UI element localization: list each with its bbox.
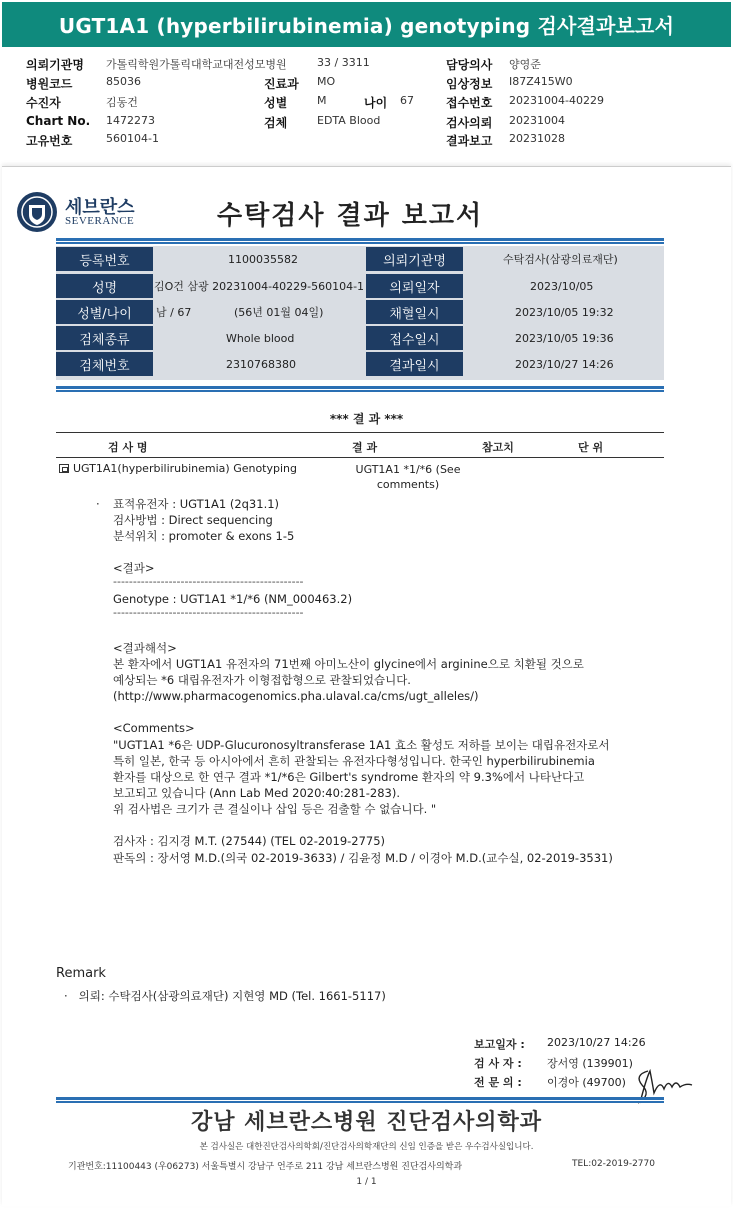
remark-title: Remark: [56, 966, 106, 981]
genotype: Genotype : UGT1A1 *1/*6 (NM_000463.2): [113, 592, 353, 606]
report-date-value: 2023/10/27 14:26: [547, 1036, 646, 1049]
interp-title: <결과해석>: [113, 641, 177, 655]
req-date-label: 의뢰일자: [366, 274, 463, 298]
col-result-header: 결 과: [352, 441, 378, 454]
req-org-label: 의뢰기관명: [26, 58, 84, 72]
report-date-value: 20231028: [509, 132, 565, 145]
sex-value: M: [317, 94, 327, 107]
type-value: Whole blood: [226, 331, 295, 345]
comment-line: 환자를 대상으로 한 연구 결과 *1/*6은 Gilbert's syndrome 환자의 약 9.3%에서 나타난다고: [113, 770, 585, 784]
recv-value: 2023/10/05 19:36: [515, 331, 614, 345]
table-row: [56, 247, 664, 273]
doctor-label: 담당의사: [446, 58, 493, 72]
uid-value: 560104-1: [106, 132, 159, 145]
ward-value: 33 / 3311: [317, 56, 370, 69]
req-date-value: 20231004: [509, 114, 565, 127]
chart-value: 1472273: [106, 114, 155, 127]
chart-label: Chart No.: [26, 114, 91, 128]
age-label: 나이: [364, 96, 388, 110]
sexage-label: 성별/나이: [56, 300, 153, 324]
report-title-bar: [2, 2, 731, 47]
table-row: [56, 274, 664, 300]
hosp-code-value: 85036: [106, 75, 141, 88]
col-ref-header: 참고치: [482, 441, 514, 454]
order-info-grid: [0, 52, 733, 152]
reg-no-value: 1100035582: [228, 252, 298, 266]
report-box-icon: [59, 464, 69, 473]
interp-line: 본 환자에서 UGT1A1 유전자의 71번째 아미노산이 glycine에서 arginine으로 치환될 것으로: [113, 657, 584, 671]
req-date-value: 2023/10/05: [530, 279, 594, 293]
tester-line: 검사자 : 김지경 M.T. (27544) (TEL 02-2019-2775): [113, 834, 386, 848]
specimen-value: EDTA Blood: [317, 114, 381, 127]
logo-name-kr: 세브란스: [65, 197, 135, 218]
comment-line: "UGT1A1 *6은 UDP-Glucuronosyltransferase 1A1 효소 활성도 저하를 보이는 대립유전자로서: [113, 738, 610, 752]
analysis-location: 분석위치 : promoter & exons 1-5: [113, 529, 295, 543]
result-date-label: 결과일시: [366, 352, 463, 376]
divider: [56, 238, 664, 244]
bullet: ·: [96, 497, 100, 511]
name-label: 성명: [56, 274, 153, 298]
severance-shield-icon: [15, 190, 59, 234]
registration-table: [56, 246, 664, 380]
logo-name-en: SEVERANCE: [65, 215, 135, 227]
test-result: [343, 462, 473, 492]
clinical-label: 임상정보: [446, 77, 493, 91]
results-header-row: [56, 432, 664, 458]
report-title: UGT1A1 (hyperbilirubinemia) genotyping 검사결과보고서: [58, 14, 675, 38]
expert-value: 이경아 (49700): [547, 1076, 626, 1089]
test-result-line: comments): [376, 478, 440, 491]
patient-label: 수진자: [26, 96, 61, 110]
dash-line: ------------------------------------------------: [113, 575, 304, 588]
expert-label: 전 문 의 :: [474, 1076, 522, 1089]
receipt-label: 접수번호: [446, 96, 493, 110]
org-value: 수탁검사(삼광의료재단): [503, 253, 618, 266]
results-heading: *** 결 과 ***: [329, 412, 404, 426]
result-date-value: 2023/10/27 14:26: [515, 357, 614, 371]
req-date-label: 검사의뢰: [446, 116, 493, 130]
table-row: [56, 352, 664, 378]
interp-link: (http://www.pharmacogenomics.pha.ulaval.ca/cms/ugt_alleles/): [113, 689, 479, 703]
info-row: [0, 94, 733, 111]
comments-title: <Comments>: [113, 721, 195, 735]
severance-logo: [15, 190, 145, 234]
footer-title: 강남 세브란스병원 진단검사의학과: [190, 1110, 543, 1135]
divider: [56, 386, 664, 392]
accreditation-note: 본 검사실은 대한진단검사의학회/진단검사의학재단의 신임 인증을 받은 우수검사실입니다.: [199, 1142, 534, 1152]
table-row: [56, 326, 664, 352]
report-date-label: 결과보고: [446, 134, 493, 148]
page-number: 1 / 1: [356, 1177, 377, 1187]
info-row: [0, 114, 733, 131]
sex-label: 성별: [264, 96, 288, 110]
col-test-header: 검 사 명: [108, 441, 148, 454]
report-date-label: 보고일자 :: [474, 1038, 525, 1051]
dept-value: MO: [317, 75, 336, 88]
col-unit-header: 단 위: [578, 441, 604, 454]
birth-value: (56년 01월 04일): [234, 306, 324, 319]
org-label: 의뢰기관명: [366, 247, 463, 271]
reg-no-label: 등록번호: [56, 247, 153, 271]
clinical-value: I87Z415W0: [509, 75, 573, 88]
spec-no-value: 2310768380: [226, 357, 296, 371]
interp-line: 예상되는 *6 대립유전자가 이형접합형으로 관찰되었습니다.: [113, 673, 411, 687]
reader-line: 판독의 : 장서영 M.D.(의국 02-2019-3633) / 김윤정 M.D / 이경아 M.D.(교수실, 02-2019-3531): [113, 851, 613, 865]
document-title: 수탁검사 결과 보고서: [217, 201, 484, 231]
name-value: 김O건 삼광 20231004-40229-560104-1: [154, 280, 364, 293]
test-name: [59, 462, 297, 475]
target-gene: 표적유전자 : UGT1A1 (2q31.1): [113, 497, 280, 511]
info-row: [0, 75, 733, 92]
collect-value: 2023/10/05 19:32: [515, 305, 614, 319]
comment-line: 위 검사법은 크기가 큰 결실이나 삽입 등은 검출할 수 없습니다. ": [113, 802, 437, 816]
type-label: 검체종류: [56, 326, 153, 350]
tester-value: 장서영 (139901): [547, 1057, 633, 1070]
table-row: [56, 300, 664, 326]
age-value: 67: [400, 94, 414, 107]
footer-address: 기관번호:11100443 (우06273) 서울특별시 강남구 언주로 211 강남 세브란스병원 진단검사의학과: [68, 1162, 463, 1172]
patient-value: 김동건: [106, 96, 138, 109]
remark-item-text: 의뢰: 수탁검사(삼광의료재단) 지현영 MD (Tel. 1661-5117): [78, 989, 386, 1003]
receipt-value: 20231004-40229: [509, 94, 604, 107]
comment-line: 보고되고 있습니다 (Ann Lab Med 2020:40:281-283).: [113, 786, 400, 800]
test-name-text: UGT1A1(hyperbilirubinemia) Genotyping: [73, 462, 298, 475]
comment-line: 특히 일본, 한국 등 아시아에서 흔히 관찰되는 유전자다형성입니다. 한국인 hyperbilirubinemia: [113, 754, 595, 768]
sexage-value: 남 / 67: [156, 306, 192, 319]
recv-label: 접수일시: [366, 326, 463, 350]
info-row: [0, 132, 733, 149]
dash-line: ------------------------------------------------: [113, 606, 304, 619]
uid-label: 고유번호: [26, 134, 73, 148]
hosp-code-label: 병원코드: [26, 77, 73, 91]
tester-label: 검 사 자 :: [474, 1057, 522, 1070]
collect-label: 채혈일시: [366, 300, 463, 324]
test-result-line: UGT1A1 *1/*6 (See: [355, 463, 461, 476]
info-row: [0, 56, 733, 73]
req-org-value: 가톨릭학원가톨릭대학교대전성모병원: [106, 58, 287, 71]
footer-tel: TEL:02-2019-2770: [572, 1159, 655, 1169]
method: 검사방법 : Direct sequencing: [113, 513, 273, 527]
signature-mark: [630, 1063, 702, 1111]
remark-item: · 의뢰: 수탁검사(삼광의료재단) 지현영 MD (Tel. 1661-5117): [64, 989, 386, 1003]
dept-label: 진료과: [264, 77, 299, 91]
result-title: <결과>: [113, 561, 155, 575]
divider: [56, 1097, 664, 1103]
specimen-label: 검체: [264, 116, 288, 130]
spec-no-label: 검체번호: [56, 352, 153, 376]
doctor-value: 양영준: [509, 58, 541, 71]
